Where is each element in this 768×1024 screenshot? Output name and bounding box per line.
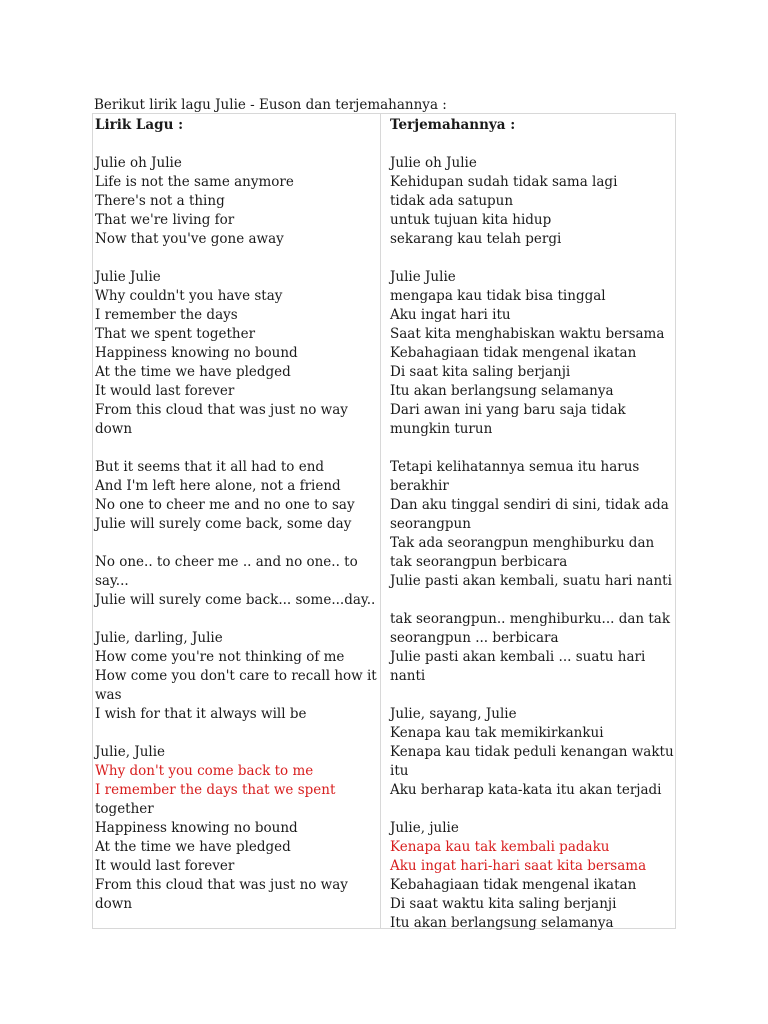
translation-line: Kenapa kau tak kembali padaku	[390, 839, 610, 855]
translation-line: tidak ada satupun	[390, 193, 514, 209]
lyric-line: Julie Julie	[95, 269, 161, 285]
translation-line: Julie oh Julie	[390, 155, 477, 171]
translation-header: Terjemahannya :	[390, 117, 516, 133]
blank-line	[390, 439, 674, 458]
lyric-line: How come you're not thinking of me	[95, 649, 345, 665]
blank-line	[390, 249, 674, 268]
lyric-line: Happiness knowing no bound	[95, 345, 298, 361]
translation-line: Julie pasti akan kembali ... suatu hari	[390, 649, 646, 665]
lyric-line: It would last forever	[95, 858, 235, 874]
lyric-line: That we're living for	[95, 212, 235, 228]
lyric-line: was	[95, 687, 122, 703]
translation-line: Tak ada seorangpun menghiburku dan	[390, 535, 655, 551]
translation-line: Aku berharap kata-kata itu akan terjadi	[390, 782, 662, 798]
translation-line: Aku ingat hari-hari saat kita bersama	[390, 858, 647, 874]
translation-line: mengapa kau tidak bisa tinggal	[390, 288, 606, 304]
lyric-line: Happiness knowing no bound	[95, 820, 298, 836]
blank-line	[390, 591, 674, 610]
lyric-line: Why couldn't you have stay	[95, 288, 283, 304]
translation-line: Kebahagiaan tidak mengenal ikatan	[390, 877, 637, 893]
lyric-line: But it seems that it all had to end	[95, 459, 325, 475]
blank-line	[95, 439, 377, 458]
lyric-line: say...	[95, 573, 129, 589]
lyric-line: down	[95, 421, 133, 437]
lyric-line: It would last forever	[95, 383, 235, 399]
blank-line	[95, 249, 377, 268]
translation-line: Itu akan berlangsung selamanya	[390, 383, 614, 399]
lyric-line: I remember the days	[95, 307, 238, 323]
translation-line: Julie, julie	[390, 820, 459, 836]
translation-line: Kebahagiaan tidak mengenal ikatan	[390, 345, 637, 361]
translation-line: sekarang kau telah pergi	[390, 231, 562, 247]
lyric-line: No one to cheer me and no one to say	[95, 497, 355, 513]
translation-line: Julie, sayang, Julie	[390, 706, 517, 722]
translation-line: tak seorangpun.. menghiburku... dan tak	[390, 611, 671, 627]
blank-line	[390, 135, 674, 154]
translation-line: Dari awan ini yang baru saja tidak	[390, 402, 626, 418]
translation-line: seorangpun	[390, 516, 471, 532]
translation-line: tak seorangpun berbicara	[390, 554, 568, 570]
lyric-line: No one.. to cheer me .. and no one.. to	[95, 554, 358, 570]
translation-column	[390, 116, 674, 933]
translation-line: itu	[390, 763, 409, 779]
lyric-line: down	[95, 896, 133, 912]
lyric-line: I wish for that it always will be	[95, 706, 307, 722]
lyric-line: Julie will surely come back, some day	[95, 516, 352, 532]
translation-line: untuk tujuan kita hidup	[390, 212, 552, 228]
translation-line: Kenapa kau tak memikirkankui	[390, 725, 604, 741]
lyric-line: Life is not the same anymore	[95, 174, 294, 190]
lyrics-table	[92, 113, 676, 929]
translation-line: Julie Julie	[390, 269, 456, 285]
column-divider	[380, 114, 381, 928]
translation-line: Kehidupan sudah tidak sama lagi	[390, 174, 618, 190]
translation-line: Aku ingat hari itu	[390, 307, 511, 323]
blank-line	[95, 534, 377, 553]
translation-line: Di saat kita saling berjanji	[390, 364, 571, 380]
lyrics-column	[95, 116, 377, 914]
lyric-line: At the time we have pledged	[95, 839, 291, 855]
translation-line: Julie pasti akan kembali, suatu hari nanti	[390, 573, 672, 589]
lyric-line: There's not a thing	[95, 193, 225, 209]
translation-line: Itu akan berlangsung selamanya	[390, 915, 614, 931]
intro-text: Berikut lirik lagu Julie - Euson dan terjemahannya :	[94, 97, 447, 113]
translation-line: Saat kita menghabiskan waktu bersama	[390, 326, 665, 342]
translation-line: Tetapi kelihatannya semua itu harus	[390, 459, 640, 475]
lyric-line: Julie, Julie	[95, 744, 166, 760]
lyric-line: together	[95, 801, 154, 817]
translation-line: seorangpun ... berbicara	[390, 630, 559, 646]
blank-line	[390, 686, 674, 705]
translation-line: berakhir	[390, 478, 449, 494]
translation-line: Di saat waktu kita saling berjanji	[390, 896, 617, 912]
translation-line: Dan aku tinggal sendiri di sini, tidak ada	[390, 497, 669, 513]
lyric-line: From this cloud that was just no way	[95, 402, 348, 418]
blank-line	[95, 135, 377, 154]
translation-line: nanti	[390, 668, 426, 684]
lyric-line: Now that you've gone away	[95, 231, 284, 247]
lyric-line: That we spent together	[95, 326, 256, 342]
blank-line	[95, 610, 377, 629]
blank-line	[95, 724, 377, 743]
lyrics-header: Lirik Lagu :	[95, 117, 184, 133]
lyric-line: Julie oh Julie	[95, 155, 182, 171]
lyric-line: From this cloud that was just no way	[95, 877, 348, 893]
lyric-line: At the time we have pledged	[95, 364, 291, 380]
lyric-line: How come you don't care to recall how it	[95, 668, 377, 684]
translation-line: mungkin turun	[390, 421, 493, 437]
lyrics-lines	[95, 135, 377, 914]
lyric-line: Julie will surely come back... some...day..	[95, 592, 376, 608]
lyric-line: Julie, darling, Julie	[95, 630, 223, 646]
lyric-line: Why don't you come back to me	[95, 763, 314, 779]
lyric-line: I remember the days that we spent	[95, 782, 336, 798]
lyric-line: And I'm left here alone, not a friend	[95, 478, 341, 494]
translation-lines	[390, 135, 674, 933]
blank-line	[390, 800, 674, 819]
translation-line: Kenapa kau tidak peduli kenangan waktu	[390, 744, 674, 760]
